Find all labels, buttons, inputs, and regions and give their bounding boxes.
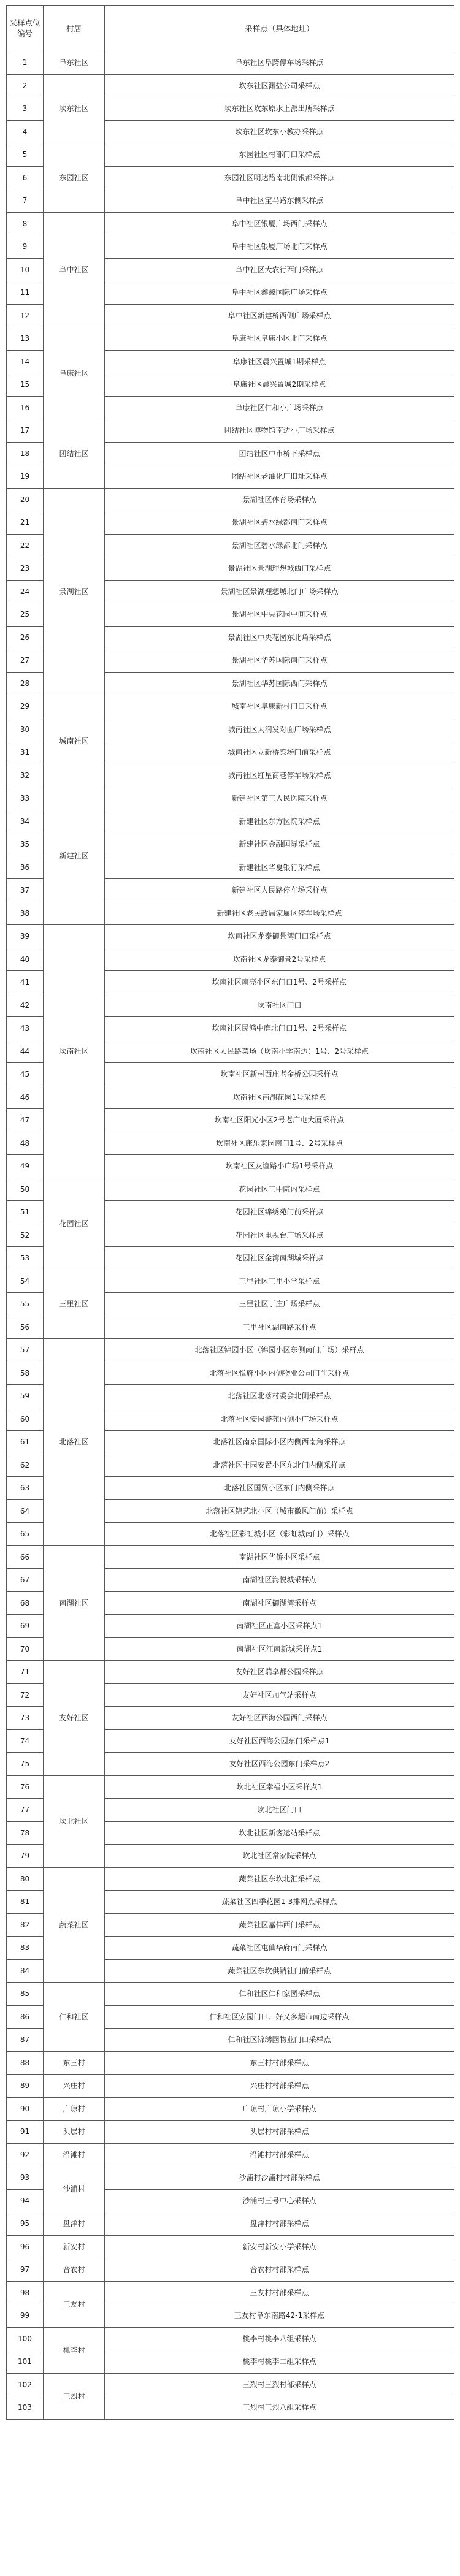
row-number: 76 [7,1775,44,1799]
table-row [7,2281,454,2304]
row-number: 22 [7,534,44,557]
site-cell: 坎南社区龙泰御景湾门口采样点 [105,925,454,948]
row-number: 52 [7,1224,44,1247]
table-row [7,1983,454,2006]
row-number: 39 [7,925,44,948]
site-cell: 城南社区大润发对面广场采样点 [105,718,454,741]
site-cell: 南湖社区华侨小区采样点 [105,1545,454,1569]
row-number: 34 [7,810,44,833]
row-number: 26 [7,626,44,649]
community-cell: 三里社区 [44,1270,105,1339]
row-number: 46 [7,1086,44,1109]
row-number: 88 [7,2051,44,2075]
site-cell: 友好社区西海公园西门采样点 [105,1707,454,1730]
community-cell: 三友村 [44,2281,105,2327]
site-cell: 景湖社区华苏国际西门采样点 [105,672,454,695]
community-cell: 头层村 [44,2121,105,2144]
table-row [7,1270,454,1293]
row-number: 82 [7,1913,44,1937]
community-cell: 沿滩村 [44,2143,105,2166]
row-number: 86 [7,2005,44,2029]
row-number: 14 [7,350,44,373]
site-cell: 新建社区人民路停车场采样点 [105,879,454,902]
row-number: 1 [7,51,44,75]
site-cell: 北落社区锦园小区（锦园小区东侧南门广场）采样点 [105,1339,454,1362]
site-cell: 南湖社区御湖湾采样点 [105,1591,454,1615]
row-number: 7 [7,189,44,213]
row-number: 84 [7,1959,44,1983]
site-cell: 景湖社区景湖理想城西门采样点 [105,557,454,581]
community-cell: 花园社区 [44,1178,105,1270]
site-cell: 坎南社区阳光小区2号老广电大厦采样点 [105,1109,454,1132]
table-row [7,1339,454,1362]
site-cell: 阜康社区晨兴置城1期采样点 [105,350,454,373]
row-number: 28 [7,672,44,695]
site-cell: 花园社区锦绣苑门前采样点 [105,1201,454,1224]
site-cell: 阜东社区阜跨停车场采样点 [105,51,454,75]
table-row [7,925,454,948]
row-number: 44 [7,1040,44,1063]
row-number: 47 [7,1109,44,1132]
community-cell: 南湖社区 [44,1545,105,1661]
site-cell: 三里社区三里小学采样点 [105,1270,454,1293]
row-number: 101 [7,2350,44,2374]
site-cell: 东园社区村部门口采样点 [105,143,454,167]
site-cell: 坎南社区人民路菜场（坎南小学南边）1号、2号采样点 [105,1040,454,1063]
row-number: 13 [7,327,44,351]
community-cell: 景湖社区 [44,488,105,695]
table-row [7,212,454,235]
row-number: 56 [7,1316,44,1339]
row-number: 74 [7,1729,44,1753]
site-cell: 沿滩村村部采样点 [105,2143,454,2166]
site-cell: 北落社区悦府小区内侧物业公司门前采样点 [105,1362,454,1385]
row-number: 53 [7,1247,44,1270]
row-number: 51 [7,1201,44,1224]
site-cell: 三烈村三烈村部采样点 [105,2373,454,2396]
row-number: 103 [7,2396,44,2420]
row-number: 19 [7,465,44,489]
row-number: 4 [7,120,44,143]
row-number: 90 [7,2097,44,2121]
row-number: 100 [7,2327,44,2350]
table-row [7,2121,454,2144]
table-row [7,1178,454,1201]
site-cell: 新安村新安小学采样点 [105,2235,454,2258]
row-number: 99 [7,2304,44,2328]
site-cell: 友好社区瑞享都公园采样点 [105,1661,454,1684]
row-number: 97 [7,2258,44,2282]
row-number: 45 [7,1063,44,1086]
row-number: 89 [7,2075,44,2098]
row-number: 15 [7,373,44,397]
row-number: 33 [7,787,44,810]
row-number: 25 [7,603,44,627]
community-cell: 蔬菜社区 [44,1867,105,1983]
site-cell: 坎南社区南亮小区东门口1号、2号采样点 [105,971,454,994]
row-number: 57 [7,1339,44,1362]
header-community: 村居 [44,6,105,51]
row-number: 2 [7,74,44,97]
site-cell: 坎北社区幸福小区采样点1 [105,1775,454,1799]
row-number: 66 [7,1545,44,1569]
row-number: 62 [7,1454,44,1477]
row-number: 96 [7,2235,44,2258]
site-cell: 花园社区电视台广场采样点 [105,1224,454,1247]
row-number: 98 [7,2281,44,2304]
row-number: 80 [7,1867,44,1891]
site-cell: 三里社区湖南路采样点 [105,1316,454,1339]
row-number: 87 [7,2029,44,2052]
site-cell: 新建社区金融国际采样点 [105,833,454,856]
row-number: 24 [7,580,44,603]
community-cell: 桃李村 [44,2327,105,2373]
site-cell: 坎南社区康乐家园南门1号、2号采样点 [105,1132,454,1155]
community-cell: 北落社区 [44,1339,105,1546]
row-number: 16 [7,396,44,419]
row-number: 79 [7,1845,44,1868]
row-number: 85 [7,1983,44,2006]
header-row [7,6,454,51]
site-cell: 桃李村桃李八组采样点 [105,2327,454,2350]
site-cell: 花园社区三中院内采样点 [105,1178,454,1201]
site-cell: 阜中社区大农行西门采样点 [105,258,454,281]
community-cell: 广琼村 [44,2097,105,2121]
table-row [7,2258,454,2282]
row-number: 21 [7,511,44,535]
row-number: 92 [7,2143,44,2166]
site-cell: 景湖社区碧水绿都南门采样点 [105,511,454,535]
table-row [7,1545,454,1569]
row-number: 67 [7,1569,44,1592]
community-cell: 三烈村 [44,2373,105,2419]
site-cell: 景湖社区中央花园中间采样点 [105,603,454,627]
site-cell: 三友村阜东南路42-1采样点 [105,2304,454,2328]
site-cell: 城南社区红星商巷停车场采样点 [105,764,454,787]
row-number: 95 [7,2212,44,2236]
site-cell: 广琼村广琼小学采样点 [105,2097,454,2121]
site-cell: 沙浦村三号中心采样点 [105,2189,454,2212]
table-body [7,51,454,2420]
site-cell: 北落社区安园警苑内侧小广场采样点 [105,1408,454,1431]
site-cell: 坎东社区坎东小教办采样点 [105,120,454,143]
table-row [7,2235,454,2258]
row-number: 38 [7,902,44,925]
site-cell: 新建社区东方医院采样点 [105,810,454,833]
row-number: 36 [7,856,44,879]
row-number: 3 [7,97,44,121]
site-cell: 阜康社区晨兴置城2期采样点 [105,373,454,397]
row-number: 93 [7,2166,44,2190]
row-number: 43 [7,1017,44,1040]
table-row [7,1867,454,1891]
table-row [7,2373,454,2396]
table-row [7,143,454,167]
row-number: 63 [7,1477,44,1500]
row-number: 75 [7,1753,44,1776]
site-cell: 蔬菜社区屯仙华府南门采样点 [105,1937,454,1960]
table-row [7,327,454,351]
site-cell: 头层村村部采样点 [105,2121,454,2144]
site-cell: 景湖社区景湖理想城北门广场采样点 [105,580,454,603]
site-cell: 北落社区北落村委会北侧采样点 [105,1385,454,1408]
row-number: 70 [7,1637,44,1661]
site-cell: 友好社区加气站采样点 [105,1683,454,1707]
table-row [7,2075,454,2098]
site-cell: 城南社区阜康新村门口采样点 [105,695,454,718]
community-cell: 东三村 [44,2051,105,2075]
community-cell: 坎北社区 [44,1775,105,1867]
row-number: 5 [7,143,44,167]
table-row [7,2212,454,2236]
site-cell: 阜中社区银厦广场北门采样点 [105,235,454,259]
table-row [7,1775,454,1799]
row-number: 9 [7,235,44,259]
community-cell: 阜康社区 [44,327,105,419]
site-cell: 新建社区老民政局家属区停车场采样点 [105,902,454,925]
site-cell: 坎北社区门口 [105,1799,454,1822]
row-number: 83 [7,1937,44,1960]
row-number: 49 [7,1155,44,1178]
site-cell: 蔬菜社区东坎北汇采样点 [105,1867,454,1891]
site-cell: 阜中社区宝马路东侧采样点 [105,189,454,213]
row-number: 54 [7,1270,44,1293]
site-cell: 三里社区丁庄广场采样点 [105,1293,454,1316]
row-number: 23 [7,557,44,581]
row-number: 42 [7,994,44,1017]
row-number: 48 [7,1132,44,1155]
site-cell: 景湖社区中央花园东北角采样点 [105,626,454,649]
site-cell: 北落社区锦艺北小区（城市微风门前）采样点 [105,1499,454,1523]
row-number: 69 [7,1615,44,1638]
row-number: 27 [7,649,44,673]
site-cell: 蔬菜社区东坎供销社门前采样点 [105,1959,454,1983]
site-cell: 团结社区博物馆南边小广场采样点 [105,419,454,443]
community-cell: 坎南社区 [44,925,105,1178]
table-row [7,695,454,718]
site-cell: 景湖社区体育场采样点 [105,488,454,511]
row-number: 81 [7,1891,44,1914]
site-cell: 阜中社区新建桥西侧广场采样点 [105,304,454,327]
row-number: 41 [7,971,44,994]
row-number: 77 [7,1799,44,1822]
community-cell: 沙浦村 [44,2166,105,2212]
table-row [7,2097,454,2121]
site-cell: 仁和社区安园门口、好又多超市南边采样点 [105,2005,454,2029]
row-number: 71 [7,1661,44,1684]
table-header [7,6,454,51]
site-cell: 东三村村部采样点 [105,2051,454,2075]
site-cell: 阜中社区银厦广场西门采样点 [105,212,454,235]
site-cell: 新建社区华夏银行采样点 [105,856,454,879]
community-cell: 城南社区 [44,695,105,787]
site-cell: 南湖社区正鑫小区采样点1 [105,1615,454,1638]
table-row [7,2327,454,2350]
row-number: 73 [7,1707,44,1730]
community-cell: 仁和社区 [44,1983,105,2052]
row-number: 102 [7,2373,44,2396]
site-cell: 坎南社区民鸿中庭北门口1号、2号采样点 [105,1017,454,1040]
row-number: 10 [7,258,44,281]
site-cell: 三烈村三烈八组采样点 [105,2396,454,2420]
table-row [7,2143,454,2166]
row-number: 17 [7,419,44,443]
community-cell: 兴庄村 [44,2075,105,2098]
row-number: 30 [7,718,44,741]
site-cell: 友好社区西海公园东门采样点2 [105,1753,454,1776]
row-number: 32 [7,764,44,787]
site-cell: 坎东社区渊盐公司采样点 [105,74,454,97]
community-cell: 阜中社区 [44,212,105,327]
site-cell: 南湖社区江南新城采样点1 [105,1637,454,1661]
site-cell: 团结社区老油化厂旧址采样点 [105,465,454,489]
site-cell: 新建社区第三人民医院采样点 [105,787,454,810]
site-cell: 仁和社区仁和家园采样点 [105,1983,454,2006]
site-cell: 团结社区中市桥下采样点 [105,442,454,465]
table-row [7,787,454,810]
site-cell: 阜康社区仁和小广场采样点 [105,396,454,419]
site-cell: 合农村村部采样点 [105,2258,454,2282]
table-row [7,488,454,511]
site-cell: 北落社区南京国际小区内侧西南角采样点 [105,1431,454,1454]
table-row [7,1661,454,1684]
row-number: 11 [7,281,44,305]
community-cell: 坎东社区 [44,74,105,143]
row-number: 20 [7,488,44,511]
community-cell: 新建社区 [44,787,105,925]
site-cell: 桃李村桃李二组采样点 [105,2350,454,2374]
row-number: 31 [7,741,44,764]
table-row [7,51,454,75]
site-cell: 坎南社区门口 [105,994,454,1017]
row-number: 58 [7,1362,44,1385]
row-number: 29 [7,695,44,718]
community-cell: 友好社区 [44,1661,105,1776]
site-cell: 北落社区彩虹城小区（彩虹城南门）采样点 [105,1523,454,1546]
row-number: 6 [7,166,44,189]
row-number: 50 [7,1178,44,1201]
site-cell: 花园社区金湾南湖城采样点 [105,1247,454,1270]
site-cell: 南湖社区海悦城采样点 [105,1569,454,1592]
site-cell: 坎东社区坎东原水上派出所采样点 [105,97,454,121]
community-cell: 东园社区 [44,143,105,213]
row-number: 64 [7,1499,44,1523]
site-cell: 北落社区丰园安置小区东北门内侧采样点 [105,1454,454,1477]
row-number: 8 [7,212,44,235]
community-cell: 阜东社区 [44,51,105,75]
site-cell: 坎南社区友谊路小广场1号采样点 [105,1155,454,1178]
row-number: 55 [7,1293,44,1316]
site-cell: 坎北社区常家院采样点 [105,1845,454,1868]
row-number: 40 [7,948,44,971]
community-cell: 团结社区 [44,419,105,489]
header-site: 采样点（具体地址） [105,6,454,51]
site-cell: 蔬菜社区嘉伟西门采样点 [105,1913,454,1937]
site-cell: 坎北社区新客运站采样点 [105,1821,454,1845]
site-cell: 沙浦村沙浦村村部采样点 [105,2166,454,2190]
site-cell: 城南社区立新桥菜场门前采样点 [105,741,454,764]
table-row [7,2166,454,2190]
header-code: 采样点位编号 [7,6,44,51]
site-cell: 盘洋村村部采样点 [105,2212,454,2236]
row-number: 59 [7,1385,44,1408]
table-row [7,419,454,443]
table-row [7,74,454,97]
site-cell: 北落社区国贸小区东门内侧采样点 [105,1477,454,1500]
row-number: 12 [7,304,44,327]
row-number: 35 [7,833,44,856]
site-cell: 兴庄村村部采样点 [105,2075,454,2098]
row-number: 65 [7,1523,44,1546]
site-cell: 东园社区明达路南北侧银都采样点 [105,166,454,189]
site-cell: 仁和社区锦绣园物业门口采样点 [105,2029,454,2052]
row-number: 72 [7,1683,44,1707]
site-cell: 坎南社区南湖花园1号采样点 [105,1086,454,1109]
site-cell: 景湖社区碧水绿都北门采样点 [105,534,454,557]
row-number: 78 [7,1821,44,1845]
community-cell: 合农村 [44,2258,105,2282]
site-cell: 阜中社区鑫鑫国际广场采样点 [105,281,454,305]
site-cell: 坎南社区新村西庄老金桥公园采样点 [105,1063,454,1086]
site-cell: 三友村村部采样点 [105,2281,454,2304]
sampling-site-table-sheet [6,5,454,2420]
site-cell: 蔬菜社区四季花园1-3排网点采样点 [105,1891,454,1914]
row-number: 94 [7,2189,44,2212]
community-cell: 新安村 [44,2235,105,2258]
row-number: 37 [7,879,44,902]
row-number: 61 [7,1431,44,1454]
site-cell: 景湖社区华苏国际南门采样点 [105,649,454,673]
table-row [7,2051,454,2075]
site-cell: 阜康社区阜康小区北门采样点 [105,327,454,351]
site-cell: 友好社区西海公园东门采样点1 [105,1729,454,1753]
sampling-site-table [6,5,454,2420]
row-number: 18 [7,442,44,465]
row-number: 91 [7,2121,44,2144]
community-cell: 盘洋村 [44,2212,105,2236]
row-number: 68 [7,1591,44,1615]
row-number: 60 [7,1408,44,1431]
site-cell: 坎南社区龙泰御景2号采样点 [105,948,454,971]
